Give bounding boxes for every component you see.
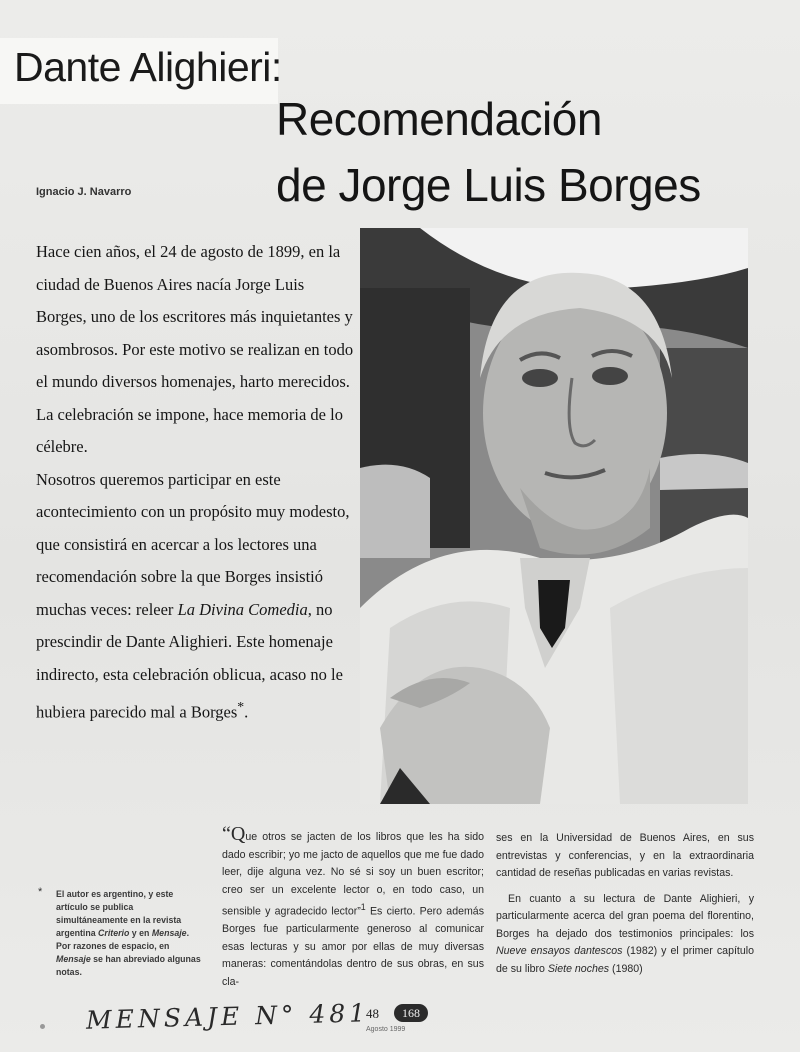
quote-drop-cap: “Q	[222, 823, 246, 845]
quote-text: ue otros se jacten de los libros que les ha sido dado escribir; yo me jacto de aquellos que me fue dado leer, dije alguna vez. No sé si soy un buen escritor; creo ser un excelente lector o, en todo caso, un sensible y agradecido lector”	[222, 831, 484, 918]
footnote-reference: *	[237, 699, 245, 714]
intro-paragraph-2: Nosotros queremos participar en este acontecimiento con un propósito muy modesto, que consistirá en acercar a los lectores una recomendación sobre la que Borges insistió muchas veces: releer La Divina Comedia, no prescindir de Dante Alighieri. Este homenaje indirecto, esta celebración oblicua, acaso no le hubiera parecido mal a Borges*.	[36, 469, 350, 722]
book-title-siete-noches: Siete noches	[547, 962, 610, 975]
page-number-block	[360, 1006, 432, 1046]
footnote-mensaje-2: Mensaje	[56, 954, 91, 964]
quote-column-continuation: Es cierto. Pero además Borges fue particularmente generoso al comunicar esas lecturas y su amor por ellas de muy diversas maneras: comentándolas dentro de sus obras, en sus cla-	[222, 905, 484, 988]
right-p2-end: (1980)	[609, 962, 643, 975]
footnote-criterio: Criterio	[98, 928, 130, 938]
footnote-text-4: se han abreviado algunas notas.	[56, 954, 201, 977]
intro-text	[36, 236, 356, 729]
intro-p2-start: Nosotros queremos participar en este acontecimiento con un propósito muy modesto, que consistirá en acercar a los lectores una recomendación sobre la que Borges insistió muchas veces: releer	[36, 469, 350, 619]
right-paragraph-1: ses en la Universidad de Buenos Aires, en sus entrevistas y conferencias, y en la extraordinaria cantidad de reseñas publicadas en varias revistas.	[496, 832, 754, 879]
intro-paragraph-1: Hace cien años, el 24 de agosto de 1899, en la ciudad de Buenos Aires nacía Jorge Luis Borges, uno de los escritores más inquietantes y asombrosos. Por este motivo se realizan en todo el mundo diversos homenajes, harto merecidos. La celebración se impone, hace memoria de lo célebre.	[36, 242, 354, 456]
page-number-right: 168	[394, 1004, 428, 1022]
quote-note-ref: 1	[360, 902, 366, 912]
right-p2-mid: (1982) y el primer capítulo de su libro	[496, 945, 754, 975]
scan-speck	[40, 1024, 45, 1029]
book-title-nueve-ensayos: Nueve ensayos dantescos	[496, 945, 623, 957]
book-title-divina-comedia: La Divina Comedia	[177, 599, 308, 619]
article-title-line1: Dante Alighieri:	[14, 44, 282, 90]
borges-portrait-image	[360, 228, 748, 804]
right-paragraph-2	[496, 891, 754, 979]
quote-column	[222, 823, 484, 991]
intro-p2-end: , no prescindir de Dante Alighieri. Este homenaje indirecto, esta celebración oblicua, acaso no le hubiera parecido mal a Borges	[36, 599, 343, 722]
footnote-mensaje: Mensaje	[151, 928, 187, 938]
issue-date: Agosto 1999	[366, 1026, 406, 1033]
footnote-text-3: . Por razones de espacio, en	[56, 928, 190, 951]
footnote-text-2: y en	[129, 928, 152, 938]
article-title-line2: Recomendación	[276, 93, 602, 145]
article-title-line3: de Jorge Luis Borges	[276, 159, 701, 211]
footnote-marker: *	[38, 886, 43, 898]
right-p2-start: En cuanto a su lectura de Dante Alighieri, y particularmente acerca del gran poema del florentino, Borges ha dejado dos testimonios principales: los	[496, 892, 754, 940]
author-byline: Ignacio J. Navarro	[36, 186, 132, 198]
right-column	[496, 830, 754, 978]
borges-photo	[360, 228, 748, 804]
footnote-text-1: El autor es argentino, y este artículo se publica simultáneamente en la revista argentina	[56, 889, 182, 938]
page-number-left: 48	[366, 1006, 379, 1021]
handwritten-note: MENSAJE N° 481	[85, 998, 370, 1035]
author-footnote	[56, 888, 206, 979]
